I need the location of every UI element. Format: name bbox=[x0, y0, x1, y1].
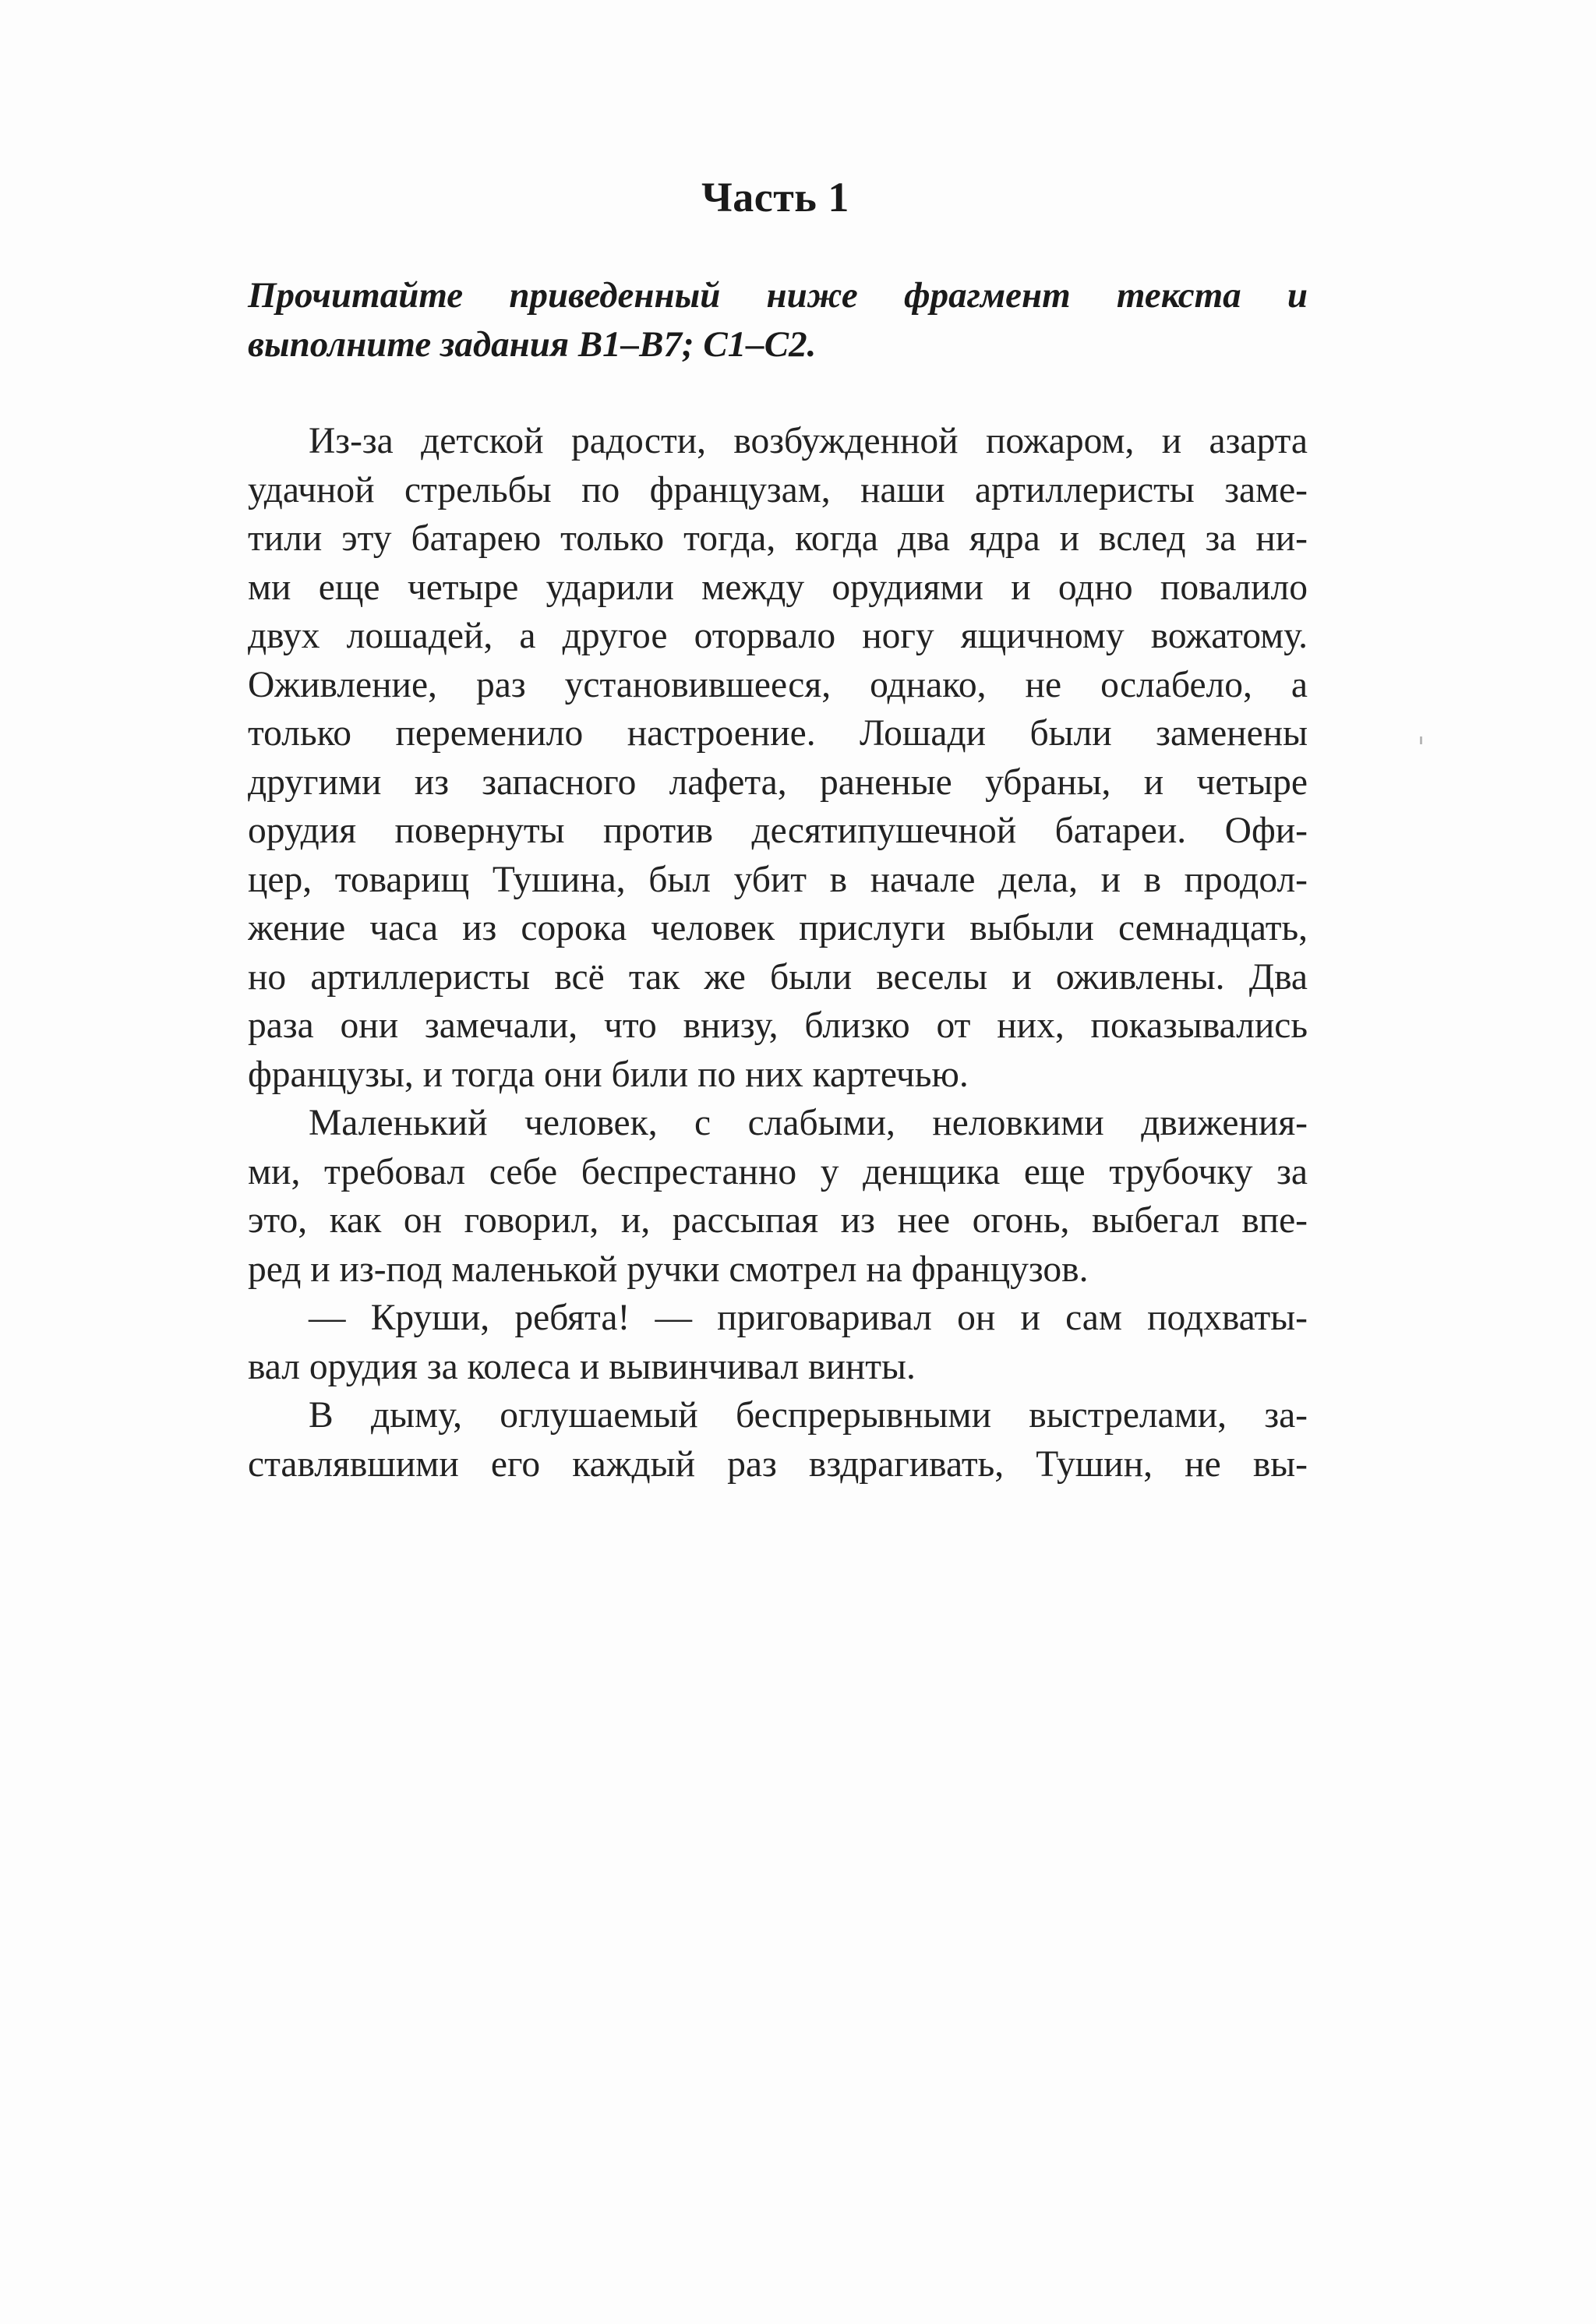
text-line: ставлявшими его каждый раз вздрагивать, Тушин, не вы- bbox=[248, 1443, 1308, 1485]
text-line: Оживление, раз установившееся, однако, не ослабело, а bbox=[248, 664, 1308, 705]
text-line: В дыму, оглушаемый беспрерывными выстрелами, за- bbox=[309, 1395, 1308, 1436]
text-line: это, как он говорил, и, рассыпая из нее огонь, выбегал впе- bbox=[248, 1200, 1308, 1241]
page-title: Часть 1 bbox=[701, 174, 849, 221]
text-fragment bbox=[248, 417, 1308, 1489]
text-line: ми еще четыре ударили между орудиями и одно повалило bbox=[248, 567, 1308, 608]
instruction-line: выполните задания В1–В7; С1–С2. bbox=[248, 324, 817, 365]
text-line: жение часа из сорока человек прислуги выбыли семнадцать, bbox=[248, 908, 1308, 948]
text-line: — Круши, ребята! — приговаривал он и сам подхваты- bbox=[309, 1298, 1308, 1338]
text-line: французы, и тогда они били по них картечью. bbox=[248, 1054, 969, 1095]
text-line: удачной стрельбы по французам, наши артиллеристы заме- bbox=[248, 469, 1308, 510]
text-line: орудия повернуты против десятипушечной батареи. Офи- bbox=[248, 811, 1308, 851]
text-line: Маленький человек, с слабыми, неловкими движения- bbox=[309, 1103, 1308, 1143]
text-line: тили эту батарею только тогда, когда два ядра и вслед за ни- bbox=[248, 518, 1308, 559]
text-line: но артиллеристы всё так же были веселы и оживлены. Два bbox=[248, 956, 1308, 998]
text-line: двух лошадей, а другое оторвало ногу ящичному вожатому. bbox=[248, 616, 1308, 656]
instruction-line: Прочитайте приведенный ниже фрагмент текста и bbox=[248, 275, 1308, 316]
scan-speck bbox=[1420, 736, 1422, 744]
text-line: раза они замечали, что внизу, близко от них, показывались bbox=[248, 1005, 1308, 1046]
text-line: Из-за детской радости, возбужденной пожаром, и азарта bbox=[309, 421, 1308, 461]
text-line: вал орудия за колеса и вывинчивал винты. bbox=[248, 1346, 916, 1387]
text-line: ред и из-под маленькой ручки смотрел на французов. bbox=[248, 1249, 1089, 1290]
text-line: только переменило настроение. Лошади были заменены bbox=[248, 713, 1308, 754]
text-line: другими из запасного лафета, раненые убраны, и четыре bbox=[248, 761, 1308, 803]
text-line: цер, товарищ Тушина, был убит в начале дела, и в продол- bbox=[248, 859, 1308, 900]
task-instruction bbox=[248, 271, 1308, 369]
text-line: ми, требовал себе беспрестанно у денщика еще трубочку за bbox=[248, 1151, 1308, 1192]
